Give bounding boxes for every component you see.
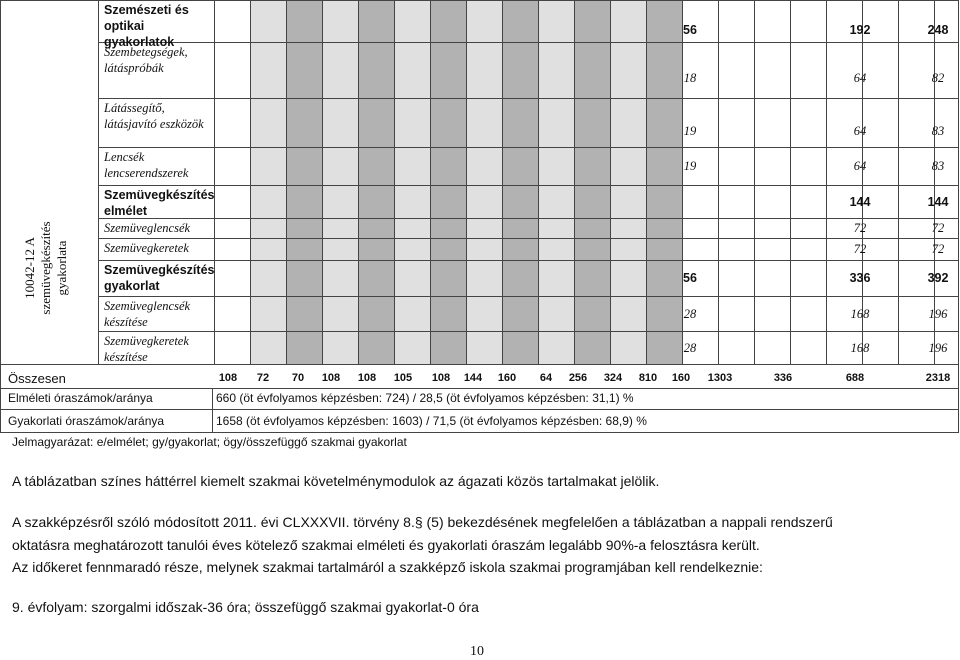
row-value: 28	[683, 340, 697, 355]
total-value: 336	[773, 372, 793, 384]
row-value: 336	[849, 271, 871, 285]
total-value: 688	[845, 372, 865, 384]
total-value: 108	[357, 372, 377, 384]
row-value: 168	[850, 340, 870, 355]
row-value: 83	[931, 159, 945, 173]
row-value: 168	[850, 306, 870, 321]
row-value: 144	[849, 194, 871, 209]
row-label: Szemüveglencsék készítése	[104, 299, 191, 329]
shaded-column	[430, 0, 466, 364]
row-value: 64	[853, 123, 867, 138]
total-value: 160	[497, 372, 517, 384]
totals-label: Összesen	[8, 371, 66, 386]
total-value: 105	[393, 372, 413, 384]
module-label-line1: 10042-12 A	[22, 237, 37, 299]
row-value: 72	[931, 221, 945, 235]
total-value: 72	[256, 372, 270, 384]
shaded-column	[574, 0, 610, 364]
row-value: 19	[683, 159, 697, 173]
row-value: 56	[683, 23, 697, 37]
row-value: 19	[683, 123, 697, 138]
row-value: 144	[927, 194, 949, 209]
row-value: 64	[853, 71, 867, 85]
total-value: 810	[638, 372, 658, 384]
row-value: 18	[683, 71, 697, 85]
module-label-line2: szemüvegkészítés	[38, 221, 53, 315]
row-label: Szemüvegkeretek készítése	[104, 334, 189, 364]
legend-text: Jelmagyarázat: e/elmélet; gy/gyakorlat; ögy/összefüggő szakmai gyakorlat	[12, 435, 407, 449]
row-label: Szemészeti és optikai gyakorlatok	[104, 3, 189, 49]
row-value: 72	[853, 221, 867, 235]
row-value: 196	[928, 306, 948, 321]
row-value: 64	[853, 159, 867, 173]
shaded-column	[322, 0, 358, 364]
module-label-line3: gyakorlata	[54, 240, 69, 296]
paragraph-remaining-time: Az időkeret fennmaradó része, melynek szakmai tartalmáról a szakképző iskola szakmai programjában kell rendelkeznie:	[12, 559, 763, 575]
row-value: 83	[931, 123, 945, 138]
total-value: 256	[568, 372, 588, 384]
total-value: 108	[218, 372, 238, 384]
row-value: 82	[931, 71, 945, 85]
paragraph-law-line1: A szakképzésről szóló módosított 2011. évi CLXXXVII. törvény 8.§ (5) bekezdésének megfelelően a táblázatban a nappali rendszerű	[12, 514, 833, 530]
theory-hours-value: 660 (öt évfolyamos képzésben: 724) / 28,5 (öt évfolyamos képzésben: 31,1) %	[216, 391, 634, 405]
shaded-column	[466, 0, 502, 364]
shaded-column	[610, 0, 646, 364]
paragraph-grade9: 9. évfolyam: szorgalmi időszak-36 óra; összefüggő szakmai gyakorlat-0 óra	[12, 599, 479, 615]
row-label: Lencsék lencserendszerek	[104, 150, 189, 180]
row-value: 196	[928, 340, 948, 355]
total-value: 160	[671, 372, 691, 384]
total-value: 2318	[925, 372, 951, 384]
total-value: 144	[463, 372, 483, 384]
row-label: Szemüvegkészítés gyakorlat	[104, 263, 215, 293]
practice-hours-value: 1658 (öt évfolyamos képzésben: 1603) / 71,5 (öt évfolyamos képzésben: 68,9) %	[216, 414, 647, 428]
total-value: 70	[291, 372, 305, 384]
practice-hours-label: Gyakorlati óraszámok/aránya	[8, 414, 165, 428]
row-label: Szemüveglencsék	[104, 221, 191, 235]
row-value: 28	[683, 306, 697, 321]
row-value: 72	[931, 242, 945, 256]
total-value: 324	[603, 372, 623, 384]
shaded-column	[394, 0, 430, 364]
row-value: 192	[849, 23, 871, 37]
paragraph-highlight-note: A táblázatban színes háttérrel kiemelt szakmai követelménymodulok az ágazati közös tartalmakat jelölik.	[12, 473, 660, 489]
page-number: 10	[470, 644, 484, 659]
theory-hours-label: Elméleti óraszámok/aránya	[8, 391, 153, 405]
row-value: 72	[853, 242, 867, 256]
row-label: Szembetegségek, látáspróbák	[104, 45, 188, 75]
shaded-column	[502, 0, 538, 364]
shaded-column	[358, 0, 394, 364]
shaded-column	[286, 0, 322, 364]
shaded-column	[250, 0, 286, 364]
row-value: 56	[683, 271, 697, 285]
row-value: 392	[927, 271, 949, 285]
total-value: 1303	[707, 372, 733, 384]
row-label: Szemüvegkészítés elmélet	[104, 188, 215, 218]
row-label: Látássegítő, látásjavító eszközök	[104, 101, 204, 131]
row-label: Szemüvegkeretek	[104, 241, 189, 255]
row-value: 248	[927, 23, 949, 37]
total-value: 108	[431, 372, 451, 384]
paragraph-law-line2: oktatásra meghatározott tanulói éves kötelező szakmai elméleti és gyakorlati óraszám legalább 90%-a felosztásra került.	[12, 537, 760, 553]
shaded-column	[538, 0, 574, 364]
total-value: 108	[321, 372, 341, 384]
total-value: 64	[539, 372, 553, 384]
